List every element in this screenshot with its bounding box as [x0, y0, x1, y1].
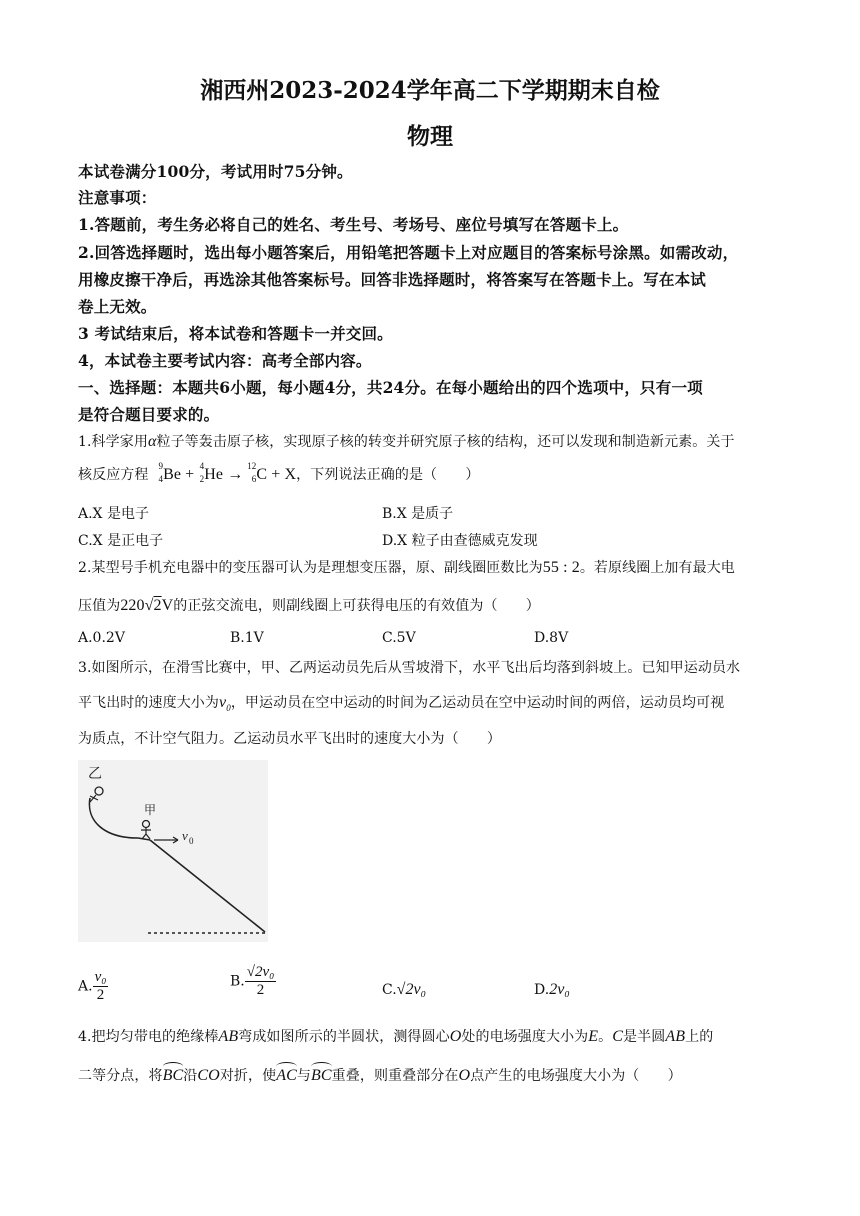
q3-text-2-cont: ，甲运动员在空中运动的时间为乙运动员在空中运动时间的两倍，运动员均可视	[230, 695, 725, 711]
line-co: CO	[197, 1067, 220, 1084]
q4-line-1	[78, 1026, 783, 1046]
q4-text-2d: 与	[296, 1068, 311, 1084]
q4-text-e: 是半圆	[623, 1029, 666, 1045]
q1-option-b: B.X 是质子	[382, 506, 454, 522]
arrow-icon: →	[227, 466, 244, 483]
arc-bc: BC	[162, 1067, 184, 1084]
point-c: C	[612, 1028, 624, 1045]
q2-line-1	[78, 557, 783, 577]
q2-text-2-cont: 的正弦交流电，则副线圈上可获得电压的有效值为（ ）	[173, 598, 540, 614]
c-z: 6	[251, 474, 257, 485]
incline-line	[150, 840, 265, 932]
c-symbol: C	[256, 466, 268, 483]
q1-text-2-cont: ，下列说法正确的是（ ）	[296, 467, 480, 483]
section-1-heading: 一、选择题：本题共6小题，每小题4分，共24分。在每小题给出的四个选项中，只有一项	[78, 378, 703, 397]
label-v: v	[182, 828, 188, 843]
ski-slope-diagram	[78, 760, 268, 942]
voltage-value: 220√2V	[120, 597, 174, 614]
slope-curve	[89, 798, 150, 840]
semicircle-ab: AB	[665, 1028, 686, 1045]
q4-text-2e: 重叠，则重叠部分在	[331, 1068, 459, 1084]
c-mass: 12	[247, 461, 257, 472]
q1-option-a: A.X 是电子	[78, 506, 149, 522]
plus-sign: +	[271, 466, 281, 483]
q3-option-a	[78, 969, 108, 1004]
skier-jia-body	[141, 828, 151, 839]
skier-jia-icon	[143, 821, 150, 828]
q4-text-2c: 对折，使	[219, 1068, 277, 1084]
q4-text-2b: 沿	[183, 1068, 198, 1084]
field-e: E	[588, 1028, 599, 1045]
option-a-denominator: 2	[96, 987, 105, 1003]
q1-line-2	[78, 461, 783, 485]
nuclear-equation	[153, 461, 297, 485]
option-d-label: D.	[534, 982, 550, 998]
option-a-numerator: v₀	[94, 969, 107, 985]
option-b-numerator: √2v₀	[246, 964, 275, 980]
subject-title: 物理	[407, 123, 453, 150]
q1-option-d: D.X 粒子由查德威克发现	[382, 533, 538, 549]
voltage-coef: 220	[120, 597, 145, 614]
plus-sign: +	[185, 466, 195, 483]
q2-option-a: A.0.2V	[78, 630, 125, 646]
note-item-4: 4，本试卷主要考试内容：高考全部内容。	[78, 351, 372, 370]
q2-text-2: 压值为	[78, 598, 121, 614]
q3-line-1: 3.如图所示，在滑雪比赛中，甲、乙两运动员先后从雪坡滑下，水平飞出后均落到斜坡上。已知甲运动员水	[78, 660, 741, 676]
q4-line-2	[78, 1065, 783, 1085]
note-item-2-line-1: 2.回答选择题时，选出每小题答案后，用铅笔把答题卡上对应题目的答案标号涂黑。如需改动，	[78, 243, 739, 262]
q4-text-2f: 点产生的电场强度大小为（ ）	[470, 1068, 682, 1084]
center-o: O	[449, 1028, 462, 1045]
q2-line-2	[78, 595, 783, 615]
x-symbol: X	[284, 466, 297, 483]
he-mass: 4	[199, 461, 205, 472]
label-v-sub: 0	[189, 836, 194, 846]
notes-heading: 注意事项：	[78, 188, 157, 207]
q2-option-d: D.8V	[534, 630, 569, 646]
q3-line-2	[78, 692, 783, 713]
note-item-3: 3 考试结束后，将本试卷和答题卡一并交回。	[78, 324, 393, 343]
q3-option-b	[230, 964, 276, 999]
be-mass: 9	[158, 461, 164, 472]
voltage-radicand: 2	[153, 597, 162, 614]
q1-text: 1.科学家用	[78, 434, 148, 450]
q3-option-c	[382, 981, 426, 999]
q3-option-d	[534, 981, 570, 999]
be-symbol: Be	[163, 466, 182, 483]
note-item-2-line-2: 用橡皮擦干净后，再选涂其他答案标号。回答非选择题时，将答案写在答题卡上。写在本试	[78, 270, 707, 289]
voltage-unit: V	[161, 597, 174, 614]
q2-option-c: C.5V	[382, 630, 416, 646]
q1-text-cont: 粒子等轰击原子核，实现原子核的转变并研究原子核的结构，还可以发现和制造新元素。关于	[156, 434, 735, 450]
v-subscript: 0	[226, 703, 231, 714]
exam-title: 湘西州2023-2024学年高二下学期期末自检	[200, 77, 660, 104]
ski-slope-figure	[78, 760, 268, 942]
label-yi: 乙	[88, 766, 102, 782]
q1-text-2: 核反应方程	[78, 467, 149, 483]
option-c-label: C.	[382, 982, 397, 998]
skier-yi-body	[90, 795, 98, 802]
q2-text: 2.某型号手机充电器中的变压器可认为是理想变压器，原、副线圈匝数比为	[78, 560, 543, 576]
q2-text-cont: 。若原线圈上加有最大电	[579, 560, 735, 576]
q4-text: 4.把均匀带电的绝缘棒	[78, 1029, 219, 1045]
alpha-symbol: α	[147, 433, 157, 450]
q3-line-3: 为质点，不计空气阻力。乙运动员水平飞出时的速度大小为（ ）	[78, 731, 501, 747]
q2-option-b: B.1V	[230, 630, 264, 646]
option-a-label: A.	[78, 978, 93, 995]
q4-text-b: 弯成如图所示的半圆状，测得圆心	[238, 1029, 450, 1045]
q1-line-1	[78, 431, 783, 451]
option-d-value: 2v₀	[549, 981, 570, 998]
v0-symbol	[219, 694, 231, 714]
q4-text-2: 二等分点，将	[78, 1068, 163, 1084]
rod-ab: AB	[218, 1028, 239, 1045]
turns-ratio: 55 : 2	[542, 559, 580, 576]
note-item-2-line-3: 卷上无效。	[78, 297, 157, 316]
point-o: O	[458, 1067, 471, 1084]
label-jia: 甲	[144, 803, 157, 817]
v-symbol: v	[219, 694, 227, 711]
option-b-denominator: 2	[256, 982, 265, 998]
q1-option-c: C.X 是正电子	[78, 533, 164, 549]
q4-text-d: 。	[598, 1029, 613, 1045]
be-z: 4	[158, 474, 164, 485]
q3-text-2: 平飞出时的速度大小为	[78, 695, 219, 711]
q4-text-c: 处的电场强度大小为	[461, 1029, 589, 1045]
he-z: 2	[199, 474, 205, 485]
he-symbol: He	[204, 466, 224, 483]
section-1-heading-cont: 是符合题目要求的。	[78, 405, 220, 424]
option-c-value: √2v₀	[396, 981, 427, 998]
q4-text-f: 上的	[685, 1029, 714, 1045]
full-marks-note: 本试卷满分100分，考试用时75分钟。	[78, 162, 353, 181]
arc-ac: AC	[276, 1067, 297, 1084]
note-item-1: 1.答题前，考生务必将自己的姓名、考生号、考场号、座位号填写在答题卡上。	[78, 215, 629, 234]
arc-bc-2: BC	[310, 1067, 332, 1084]
option-b-label: B.	[230, 973, 245, 990]
skier-yi-icon	[95, 787, 103, 795]
